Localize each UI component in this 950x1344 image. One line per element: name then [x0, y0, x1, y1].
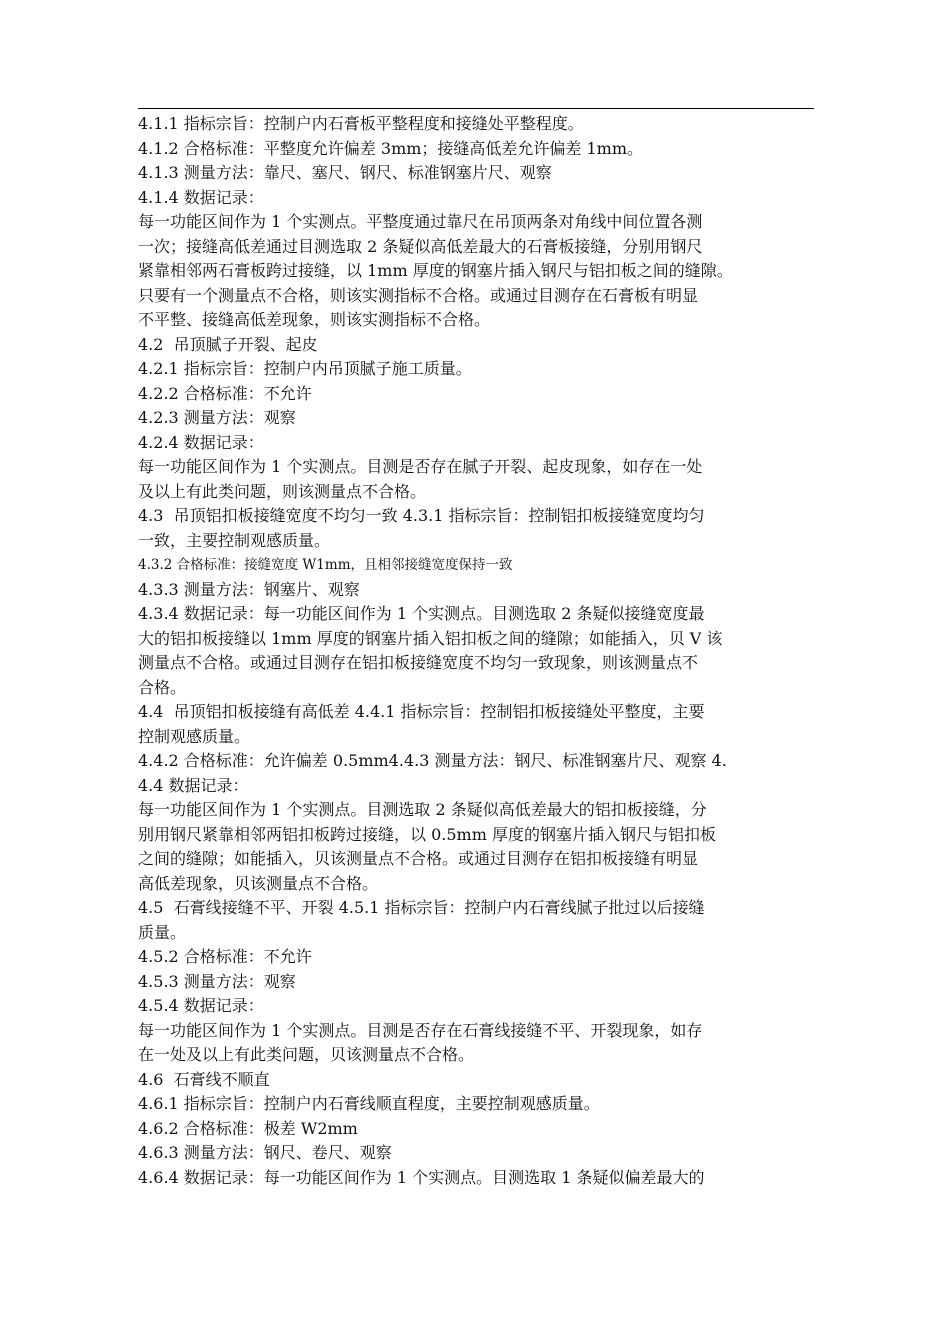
text-line: 别用钢尺紧靠相邻两铝扣板跨过接缝，以 0.5mm 厚度的钢塞片插入钢尺与铝扣板 — [138, 824, 716, 844]
text-line: 4.6.2 合格标准：极差 W2mm — [138, 1118, 358, 1138]
text-line: 4.1.4 数据记录： — [138, 187, 264, 207]
text-line: 控制观感质量。 — [138, 726, 251, 746]
text-line: 4.1.2 合格标准：平整度允许偏差 3mm；接缝高低差允许偏差 1mm。 — [138, 138, 644, 158]
text-line: 4.3 吊顶铝扣板接缝宽度不均匀一致 4.3.1 指标宗旨：控制铝扣板接缝宽度均匀 — [138, 506, 705, 525]
text-line: 及以上有此类问题，则该测量点不合格。 — [138, 481, 427, 501]
text-line: 在一处及以上有此类问题，贝该测量点不合格。 — [138, 1045, 475, 1064]
text-line: 紧靠相邻两石膏板跨过接缝，以 1mm 厚度的钢塞片插入钢尺与铝扣板之间的缝隙。 — [138, 261, 733, 280]
text-line: 大的铝扣板接缝以 1mm 厚度的钢塞片插入铝扣板之间的缝隙；如能插入，贝 V 该 — [138, 628, 723, 648]
text-line: 每一功能区间作为 1 个实测点。目测选取 2 条疑似高低差最大的铝扣板接缝，分 — [138, 800, 707, 819]
text-line: 4.1.1 指标宗旨：控制户内石膏板平整程度和接缝处平整程度。 — [138, 114, 584, 133]
text-line: 4.2.3 测量方法：观察 — [138, 408, 296, 427]
text-line: 4.2.1 指标宗旨：控制户内吊顶腻子施工质量。 — [138, 359, 472, 378]
text-line: 4.6.1 指标宗旨：控制户内石膏线顺直程度，主要控制观感质量。 — [138, 1094, 600, 1113]
text-line: 高低差现象，贝该测量点不合格。 — [138, 873, 379, 893]
text-line: 一致，主要控制观感质量。 — [138, 530, 331, 550]
text-line: 4.5 石膏线接缝不平、开裂 4.5.1 指标宗旨：控制户内石膏线腻子批过以后接缝 — [138, 898, 705, 917]
text-line: 4.4.2 合格标准：允许偏差 0.5mm4.4.3 测量方法：钢尺、标准钢塞片尺、观察 4. — [138, 751, 727, 770]
text-line: 4.4 数据记录： — [138, 775, 249, 795]
text-line: 4.2.4 数据记录： — [138, 432, 264, 452]
text-line: 合格。 — [138, 677, 187, 697]
text-line: 4.3.4 数据记录：每一功能区间作为 1 个实测点。目测选取 2 条疑似接缝宽度最 — [138, 604, 705, 623]
document-body — [138, 112, 814, 1190]
text-line: 4.6 石膏线不顺直 — [138, 1069, 270, 1089]
text-line: 4.3.2 合格标准：接缝宽度 W1mm，且相邻接缝宽度保持一致 — [138, 557, 513, 573]
text-line: 质量。 — [138, 922, 187, 942]
text-line: 不平整、接缝高低差现象，则该实测指标不合格。 — [138, 310, 491, 329]
text-line: 4.4 吊顶铝扣板接缝有高低差 4.4.1 指标宗旨：控制铝扣板接缝处平整度，主要 — [138, 702, 705, 721]
text-line: 4.3.3 测量方法：钢塞片、观察 — [138, 579, 360, 599]
header-rule — [138, 108, 814, 109]
text-line: 4.5.2 合格标准：不允许 — [138, 947, 312, 966]
text-line: 只要有一个测量点不合格，则该实测指标不合格。或通过目测存在石膏板有明显 — [138, 285, 699, 305]
text-line: 每一功能区间作为 1 个实测点。目测是否存在石膏线接缝不平、开裂现象，如存 — [138, 1020, 703, 1040]
text-line: 4.6.4 数据记录：每一功能区间作为 1 个实测点。目测选取 1 条疑似偏差最大的 — [138, 1167, 705, 1187]
text-line: 4.5.3 测量方法：观察 — [138, 971, 296, 991]
text-line: 4.2 吊顶腻子开裂、起皮 — [138, 334, 318, 354]
text-line: 一次；接缝高低差通过目测选取 2 条疑似高低差最大的石膏板接缝，分别用钢尺 — [138, 236, 703, 256]
text-line: 4.5.4 数据记录： — [138, 996, 264, 1015]
text-line: 每一功能区间作为 1 个实测点。目测是否存在腻子开裂、起皮现象，如存在一处 — [138, 457, 703, 476]
text-line: 4.6.3 测量方法：钢尺、卷尺、观察 — [138, 1143, 392, 1162]
text-line: 4.1.3 测量方法：靠尺、塞尺、钢尺、标准钢塞片尺、观察 — [138, 163, 552, 182]
text-line: 每一功能区间作为 1 个实测点。平整度通过靠尺在吊顶两条对角线中间位置各测 — [138, 212, 703, 231]
text-line: 测量点不合格。或通过目测存在铝扣板接缝宽度不均匀一致现象，则该测量点不 — [138, 653, 699, 672]
text-line: 之间的缝隙；如能插入，贝该测量点不合格。或通过目测存在铝扣板接缝有明显 — [138, 849, 699, 868]
text-line: 4.2.2 合格标准：不允许 — [138, 383, 312, 403]
